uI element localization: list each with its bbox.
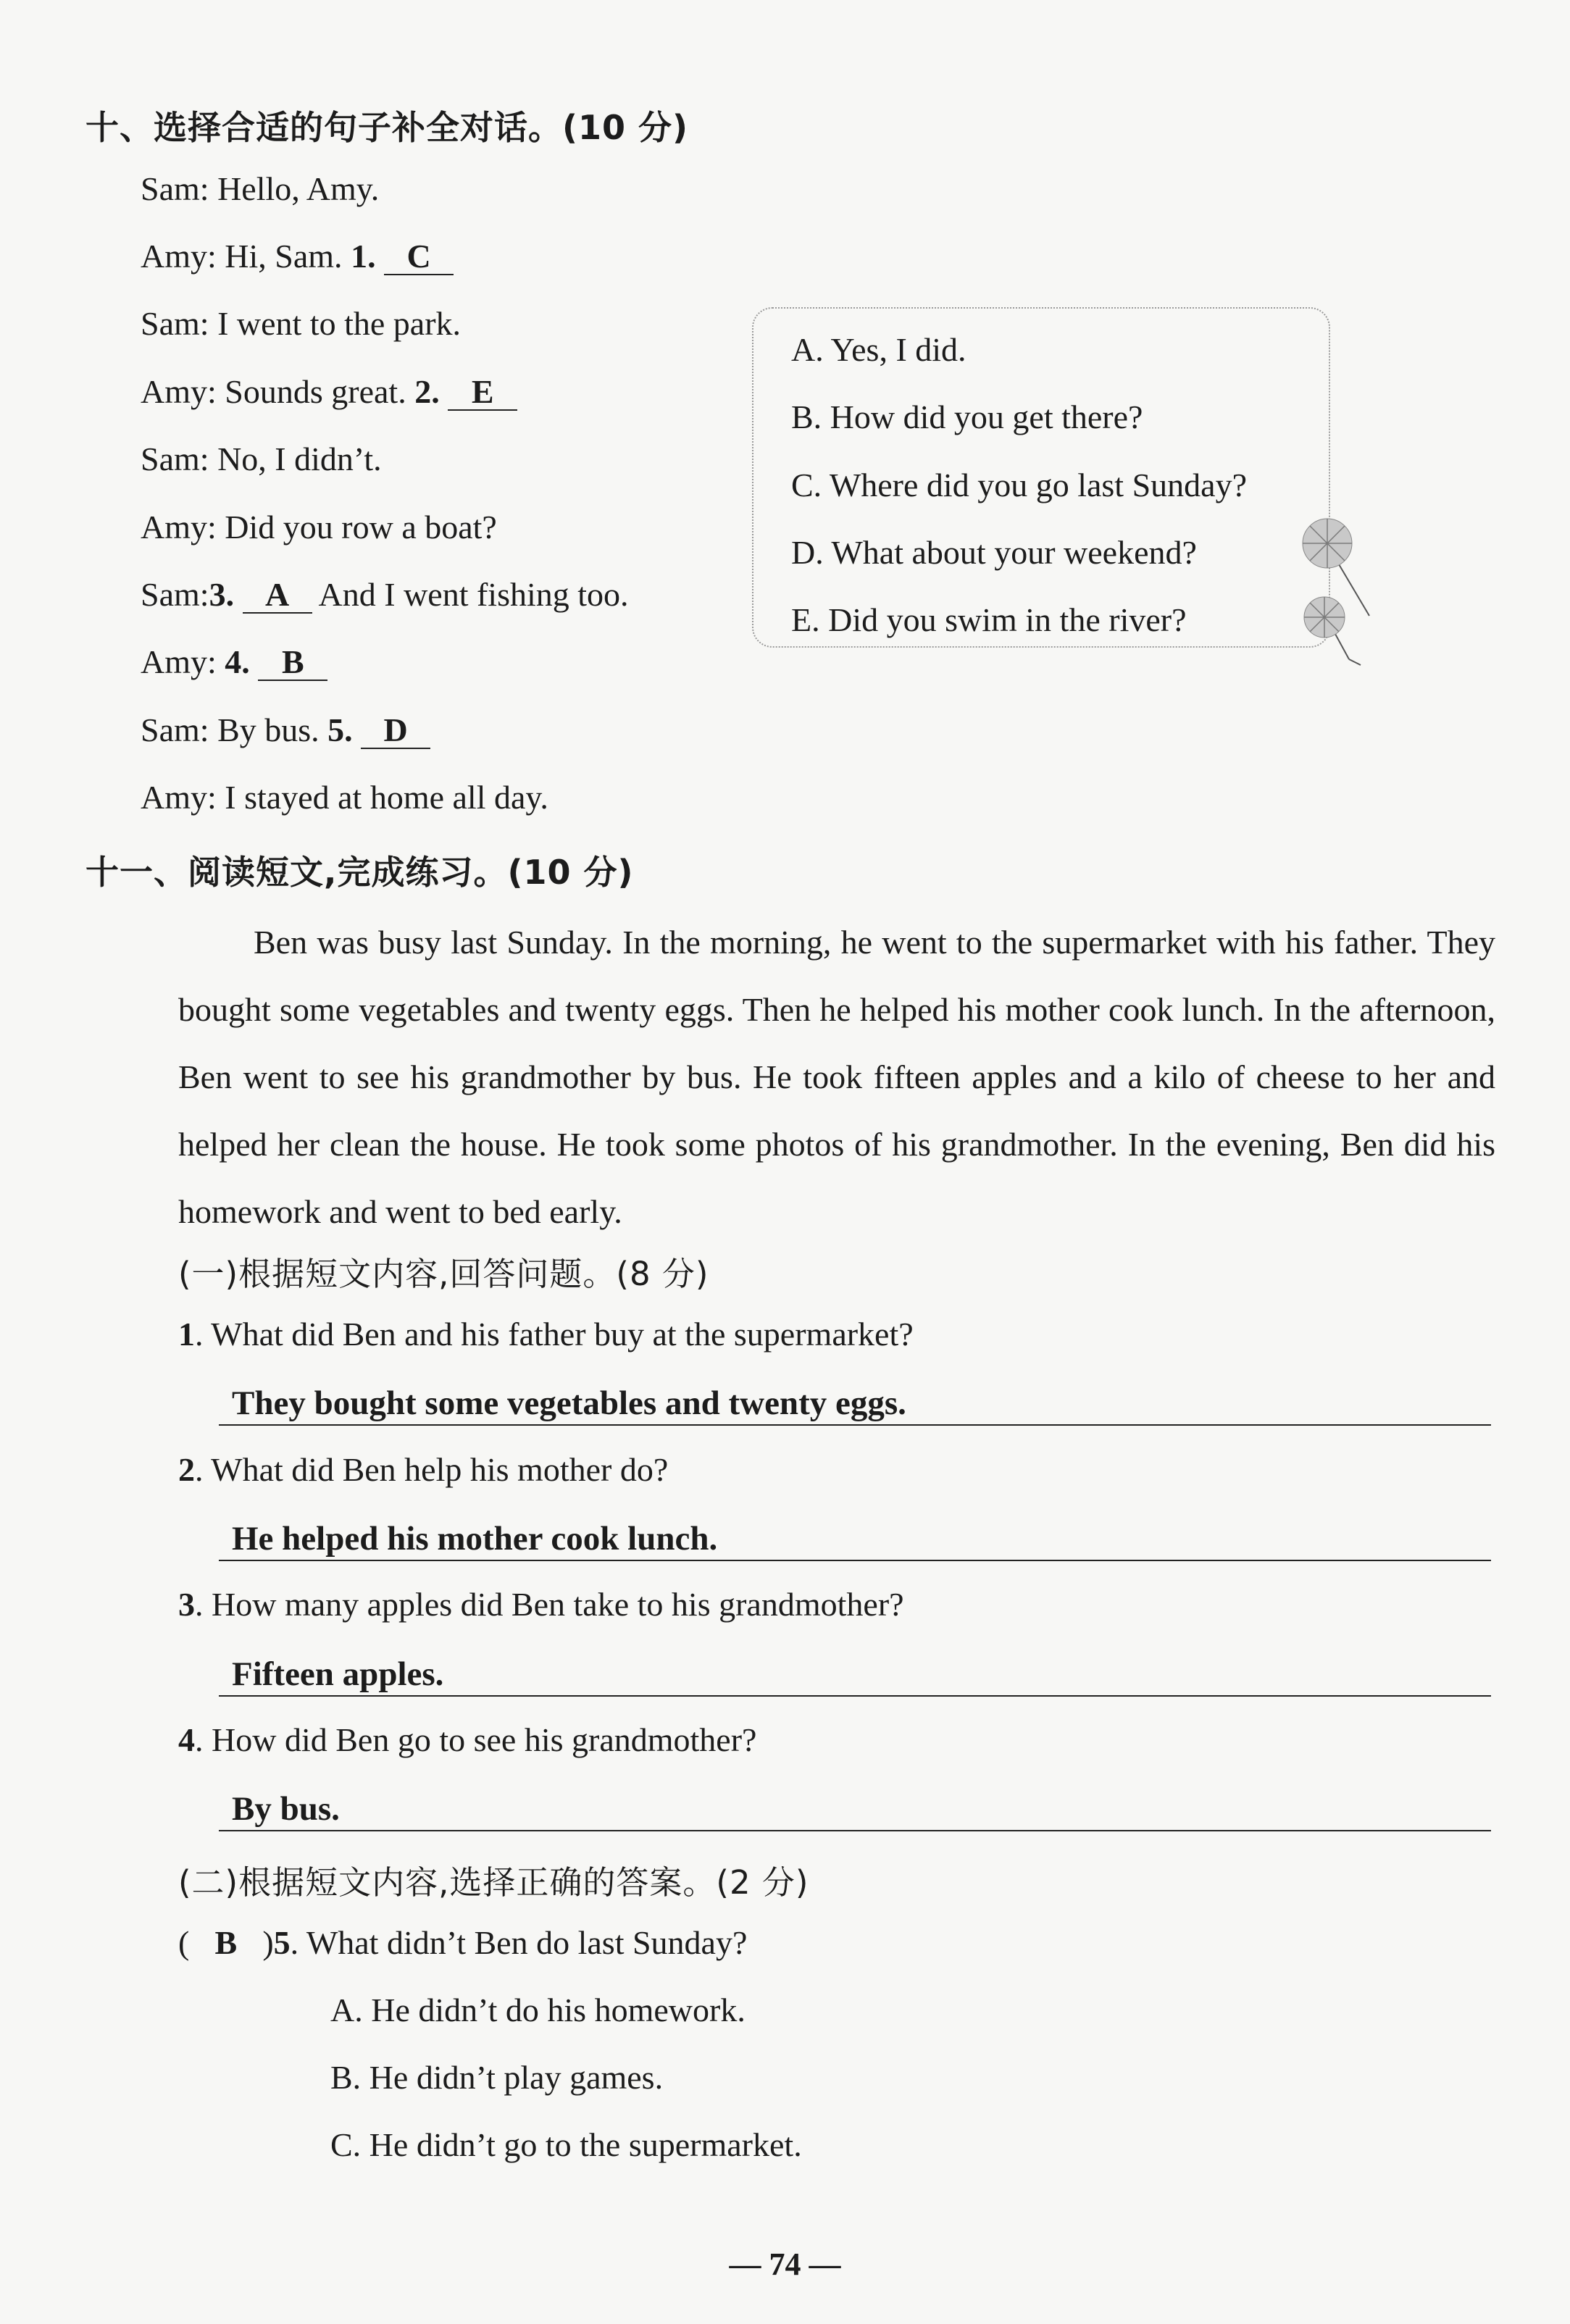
dialogue-text: Hi, Sam.: [225, 238, 351, 275]
options-box: [752, 307, 1330, 648]
speaker: Sam: [141, 440, 200, 477]
question-4: 4. How did Ben go to see his grandmother?: [178, 1721, 757, 1758]
question-number: 5: [273, 1924, 291, 1961]
answer-blank-2[interactable]: E: [448, 375, 517, 411]
question-text: How did Ben go to see his grandmother?: [212, 1721, 757, 1758]
dialogue-line-7: Sam:3. A And I went fishing too.: [141, 576, 629, 613]
option-a: A. Yes, I did.: [791, 331, 966, 368]
question-number: 3: [178, 1586, 195, 1623]
section-10-title: 十、选择合适的句子补全对话。(10 分): [85, 108, 689, 147]
dialogue-line-6: Amy: Did you row a boat?: [141, 509, 497, 546]
speaker: Sam: [141, 170, 200, 207]
dialogue-text: And I went fishing too.: [318, 576, 629, 613]
blank-number: 3: [209, 576, 226, 613]
option-c: C. Where did you go last Sunday?: [791, 467, 1247, 503]
dandelion-decoration-icon: [1282, 507, 1377, 681]
question-1: 1. What did Ben and his father buy at the supermarket?: [178, 1316, 914, 1353]
answer-blank-3[interactable]: A: [243, 577, 312, 614]
dialogue-text: I went to the park.: [217, 305, 462, 342]
option-d: D. What about your weekend?: [791, 534, 1197, 571]
speaker: Sam: [141, 576, 200, 613]
mc-answer[interactable]: B: [214, 1924, 238, 1961]
speaker: Amy: [141, 779, 207, 816]
blank-number: 4: [225, 643, 242, 680]
question-2: 2. What did Ben help his mother do?: [178, 1451, 669, 1488]
answer-line-2[interactable]: He helped his mother cook lunch.: [219, 1516, 1491, 1561]
blank-number: 2: [414, 373, 432, 410]
dialogue-text: Did you row a boat?: [225, 509, 497, 546]
speaker: Amy: [141, 643, 207, 680]
question-number: 4: [178, 1721, 195, 1758]
option-b: B. How did you get there?: [791, 398, 1143, 435]
answer-blank-4[interactable]: B: [258, 645, 327, 681]
dialogue-text: Sounds great.: [225, 373, 415, 410]
dialogue-line-4: Amy: Sounds great. 2. E: [141, 372, 517, 411]
answer-line-3[interactable]: Fifteen apples.: [219, 1652, 1491, 1697]
question-text: How many apples did Ben take to his grandmother?: [212, 1586, 904, 1623]
question-number: 2: [178, 1451, 195, 1488]
mc-choice-b: B. He didn’t play games.: [330, 2059, 664, 2096]
dialogue-line-10: Amy: I stayed at home all day.: [141, 779, 548, 816]
question-3: 3. How many apples did Ben take to his grandmother?: [178, 1586, 904, 1623]
mc-choice-c: C. He didn’t go to the supermarket.: [330, 2126, 802, 2163]
page-number: — 74 —: [729, 2246, 841, 2282]
dialogue-line-9: Sam: By bus. 5. D: [141, 711, 430, 749]
speaker: Amy: [141, 373, 207, 410]
answer-blank-1[interactable]: C: [384, 239, 454, 275]
question-text: What did Ben and his father buy at the supermarket?: [211, 1316, 914, 1353]
question-text: What did Ben help his mother do?: [211, 1451, 669, 1488]
dialogue-text: Hello, Amy.: [217, 170, 380, 207]
question-number: 1: [178, 1316, 195, 1353]
section-11-title: 十一、阅读短文,完成练习。(10 分): [85, 853, 634, 892]
reading-passage: Ben was busy last Sunday. In the morning, he went to the supermarket with his father. They bought some vegetables and twenty eggs. Then he helped his mother cook lunch. In the afternoon, Ben went to see his grandmother by bus. He took fifteen apples and a kilo of cheese to her and helped her clean the house. He took some photos of his grandmother. In the evening, Ben did his homework and went to bed early.: [178, 924, 1495, 1230]
mc-question-5: ( B )5. What didn’t Ben do last Sunday?: [178, 1924, 748, 1961]
speaker: Sam: [141, 711, 200, 748]
blank-number: 1: [351, 238, 368, 275]
option-e: E. Did you swim in the river?: [791, 601, 1187, 638]
dialogue-line-3: Sam: I went to the park.: [141, 305, 462, 342]
speaker: Sam: [141, 305, 200, 342]
part-2-title: (二)根据短文内容,选择正确的答案。(2 分): [178, 1863, 809, 1902]
dialogue-text: I stayed at home all day.: [225, 779, 548, 816]
blank-number: 5: [327, 711, 345, 748]
dialogue-line-1: Sam: Hello, Amy.: [141, 170, 380, 207]
answer-line-4[interactable]: By bus.: [219, 1786, 1491, 1831]
dialogue-text: By bus.: [217, 711, 328, 748]
dialogue-line-2: Amy: Hi, Sam. 1. C: [141, 237, 454, 275]
mc-choice-a: A. He didn’t do his homework.: [330, 1991, 746, 2028]
speaker: Amy: [141, 238, 207, 275]
question-text: What didn’t Ben do last Sunday?: [306, 1924, 748, 1961]
dialogue-text: No, I didn’t.: [217, 440, 382, 477]
answer-line-1[interactable]: They bought some vegetables and twenty eggs.: [219, 1381, 1491, 1426]
answer-blank-5[interactable]: D: [361, 713, 430, 749]
speaker: Amy: [141, 509, 207, 546]
part-1-title: (一)根据短文内容,回答问题。(8 分): [178, 1255, 709, 1293]
dialogue-line-8: Amy: 4. B: [141, 643, 327, 681]
dialogue-line-5: Sam: No, I didn’t.: [141, 440, 382, 477]
